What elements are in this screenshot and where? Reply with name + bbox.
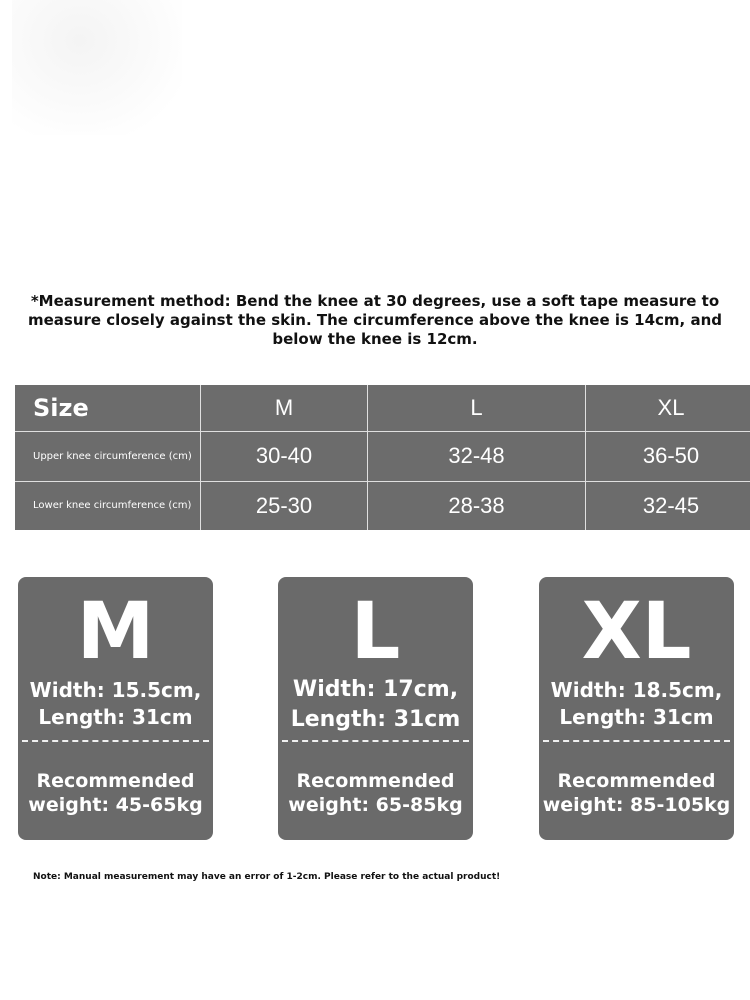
card-size-letter: XL: [581, 587, 692, 677]
row-label-cell: [15, 481, 201, 530]
row-label-lower: Lower knee circumference (cm): [33, 500, 192, 512]
row-label-cell: [15, 431, 201, 481]
measurement-method-text: *Measurement method: Bend the knee at 30 degrees, use a soft tape measure to measure closely against the skin. The circumference above the knee is 14cm, and below the knee is 12cm.: [27, 292, 723, 348]
size-card-xl: [539, 577, 734, 840]
card-size-letter: L: [350, 587, 401, 677]
card-dimensions: Width: 15.5cm, Length: 31cm: [29, 678, 202, 729]
table-header-row: [15, 385, 750, 431]
size-header-xl: XL: [586, 385, 750, 431]
size-card-l: [278, 577, 473, 840]
size-header-m: M: [201, 385, 368, 431]
dashed-divider: [22, 740, 209, 742]
table-cell: 32-48: [368, 431, 586, 481]
table-row: [15, 481, 750, 530]
row-label-upper: Upper knee circumference (cm): [33, 450, 192, 462]
measurement-note: Note: Manual measurement may have an error of 1-2cm. Please refer to the actual product!: [33, 872, 501, 882]
card-recommended-weight: Recommended weight: 85-105kg: [542, 770, 731, 816]
card-size-letter: M: [76, 587, 155, 677]
dashed-divider: [543, 740, 730, 742]
card-recommended-weight: Recommended weight: 65-85kg: [288, 770, 463, 816]
table-row: [15, 431, 750, 481]
dashed-divider: [282, 740, 469, 742]
card-dimensions: Width: 17cm, Length: 31cm: [290, 677, 461, 732]
table-cell: 32-45: [586, 481, 750, 530]
table-cell: 30-40: [201, 431, 368, 481]
card-recommended-weight: Recommended weight: 45-65kg: [28, 770, 203, 816]
table-cell: 28-38: [368, 481, 586, 530]
size-header-l: L: [368, 385, 586, 431]
size-card-m: [18, 577, 213, 840]
faded-product-image: [12, 0, 182, 135]
size-header-label: Size: [33, 393, 89, 422]
card-dimensions: Width: 18.5cm, Length: 31cm: [550, 678, 723, 729]
table-cell: 25-30: [201, 481, 368, 530]
size-header-cell: [15, 385, 201, 431]
table-cell: 36-50: [586, 431, 750, 481]
size-table: [15, 385, 750, 530]
